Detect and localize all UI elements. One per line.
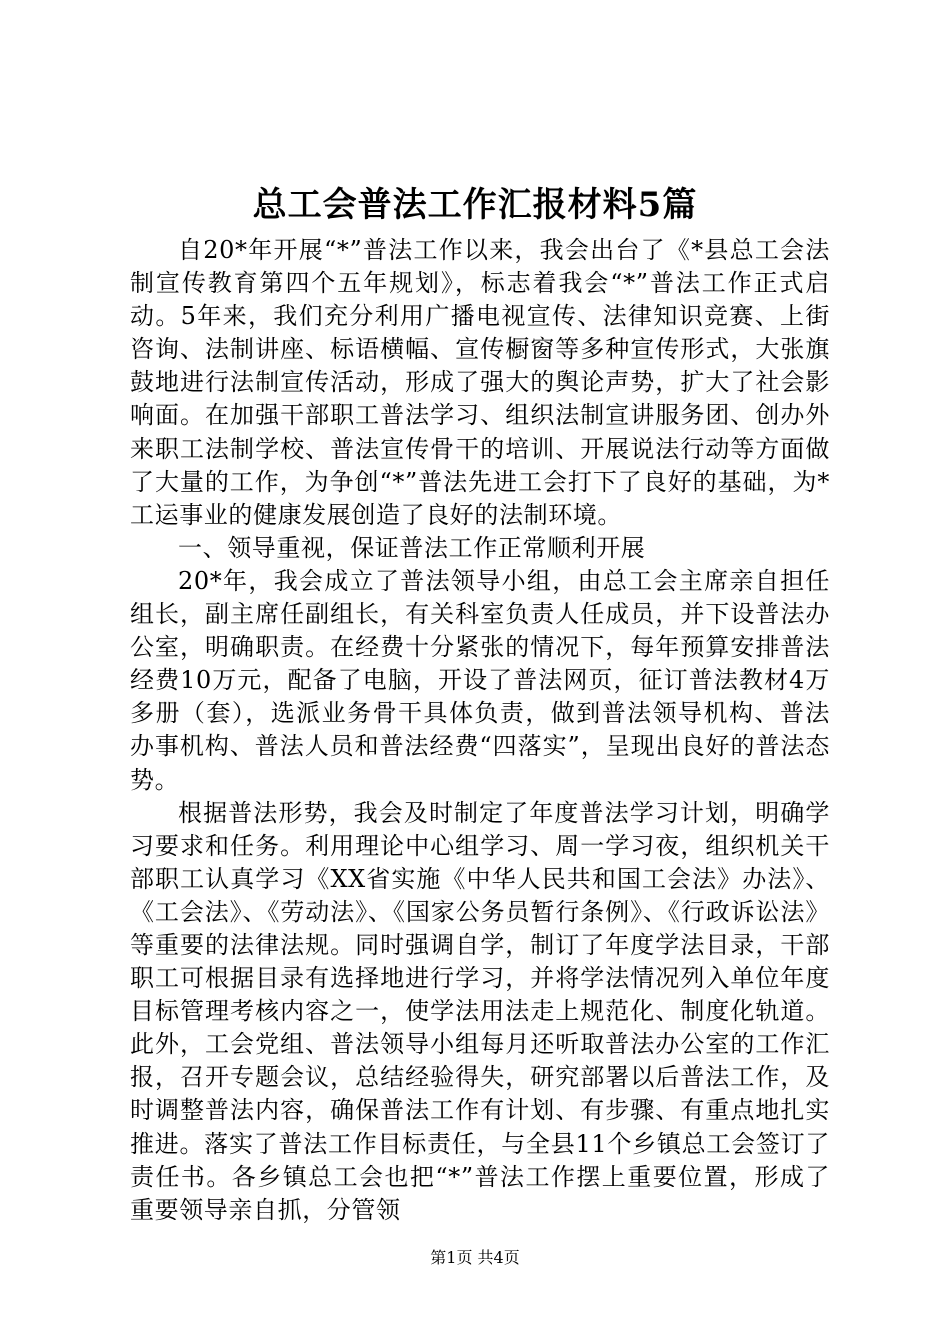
paragraph-intro: 自20*年开展“*”普法工作以来，我会出台了《*县总工会法制宣传教育第四个五年规划》，标志着我会“*”普法工作正式启动。5年来，我们充分利用广播电视宣传、法律知识竞赛、上街咨询、法制讲座、标语横幅、宣传橱窗等多种宣传形式，大张旗鼓地进行法制宣传活动，形成了强大的舆论声势，扩大了社会影响面。在加强干部职工普法学习、组织法制宣讲服务团、创办外来职工法制学校、普法宣传骨干的培训、开展说法行动等方面做了大量的工作，为争创“*”普法先进工会打下了良好的基础，为*工运事业的健康发展创造了良好的法制环境。 (130, 236, 830, 529)
document-body (130, 234, 830, 1227)
paragraph-study-plan: 根据普法形势，我会及时制定了年度普法学习计划，明确学习要求和任务。利用理论中心组学习、周一学习夜，组织机关干部职工认真学习《XX省实施《中华人民共和国工会法》办法》、《工会法》、《劳动法》、《国家公务员暂行条例》、《行政诉讼法》等重要的法律法规。同时强调自学，制订了年度学法目录，干部职工可根据目录有选择地进行学习，并将学法情况列入单位年度目标管理考核内容之一，使学法用法走上规范化、制度化轨道。此外，工会党组、普法领导小组每月还听取普法办公室的工作汇报，召开专题会议，总结经验得失，研究部署以后普法工作，及时调整普法内容，确保普法工作有计划、有步骤、有重点地扎实推进。落实了普法工作目标责任，与全县11个乡镇总工会签订了责任书。各乡镇总工会也把“*”普法工作摆上重要位置，形成了重要领导亲自抓，分管领 (130, 798, 830, 1224)
paragraph-leadership: 20*年，我会成立了普法领导小组，由总工会主席亲自担任组长，副主席任副组长，有关科室负责人任成员，并下设普法办公室，明确职责。在经费十分紧张的情况下，每年预算安排普法经费10万元，配备了电脑，开设了普法网页，征订普法教材4万多册（套），选派业务骨干具体负责，做到普法领导机构、普法办事机构、普法人员和普法经费“四落实”，呈现出良好的普法态势。 (130, 566, 830, 794)
page-footer: 第1页 共4页 (430, 1248, 520, 1267)
document-title: 总工会普法工作汇报材料5篇 (252, 185, 698, 225)
section-heading-1: 一、领导重视，保证普法工作正常顺利开展 (178, 533, 646, 562)
